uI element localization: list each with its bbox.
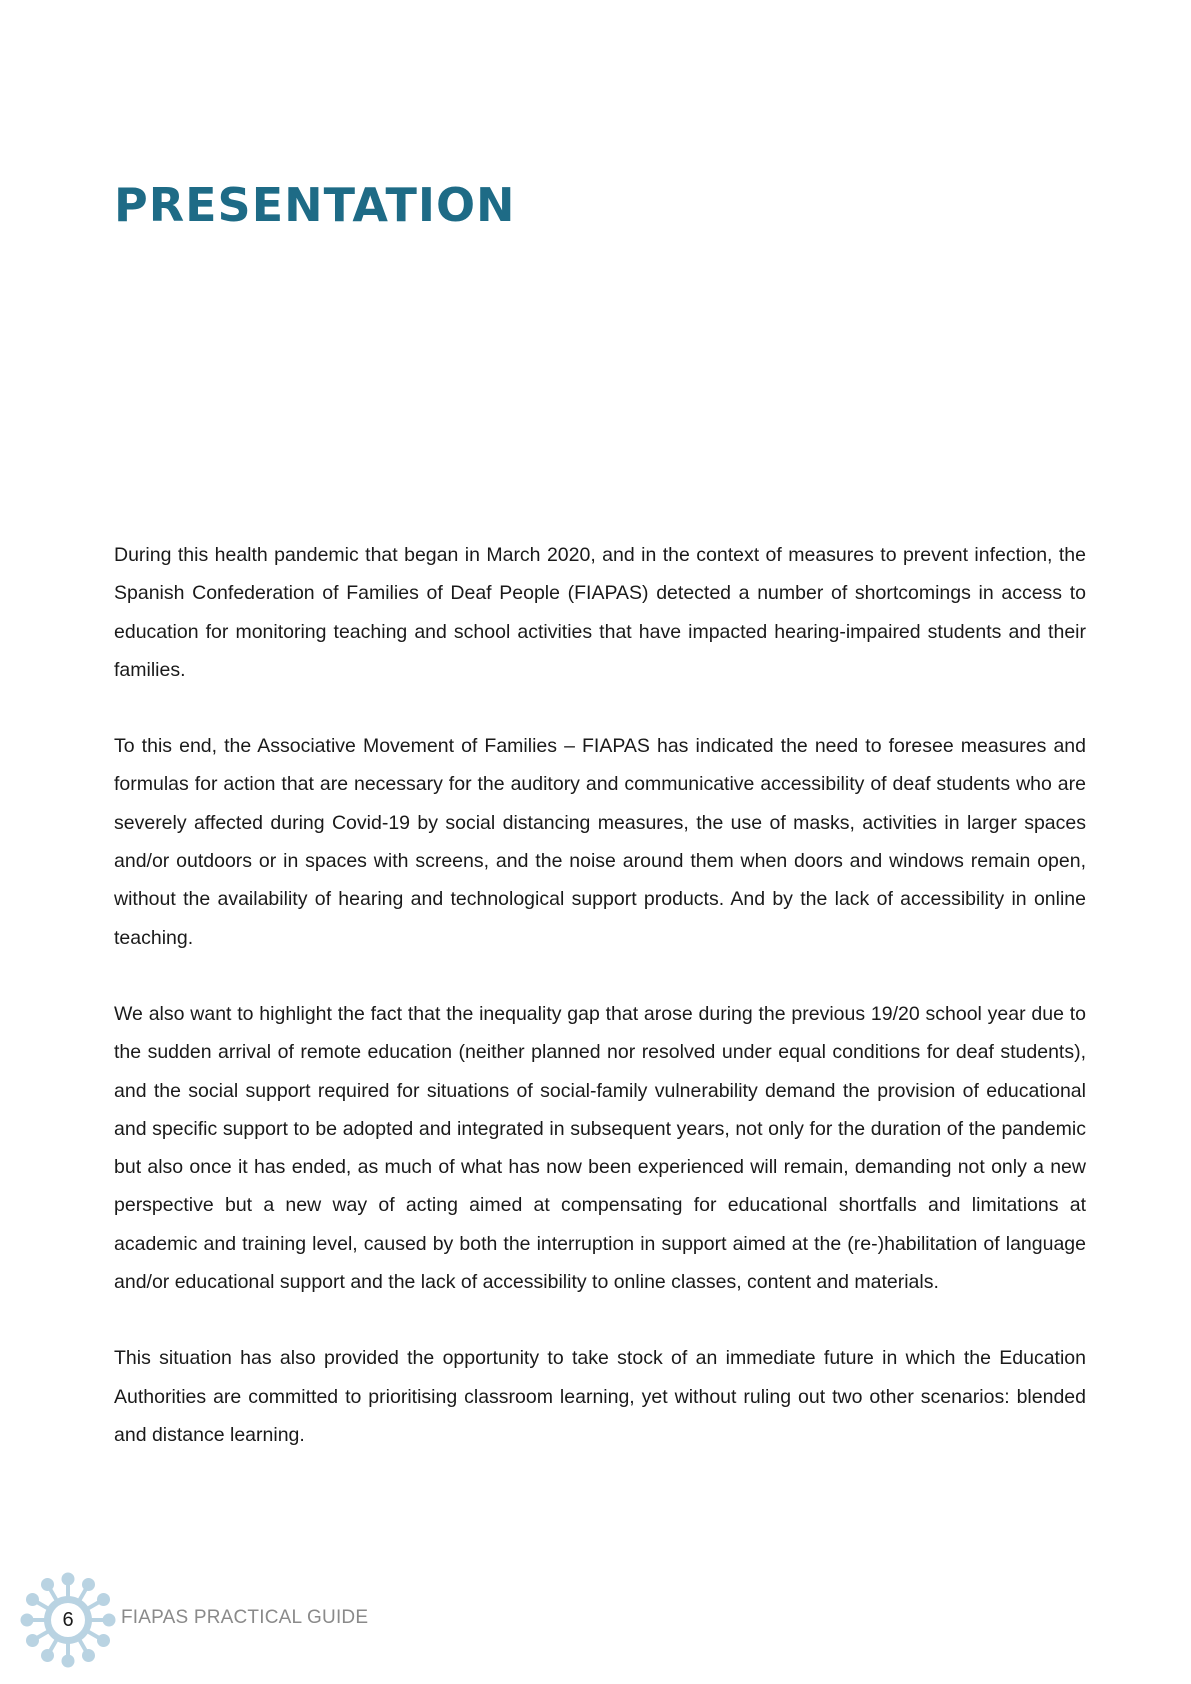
page-title: PRESENTATION: [114, 178, 516, 232]
paragraph-3: We also want to highlight the fact that the inequality gap that arose during the previous 19/20 school year due to the sudden arrival of remote education (neither planned nor resolved under equal conditions for deaf students), and the social support required for situations of social-family vulnerability demand the provision of educational and specific support to be adopted and integrated in subsequent years, not only for the duration of the pandemic but also once it has ended, as much of what has now been experienced will remain, demanding not only a new perspective but a new way of acting aimed at compensating for educational shortfalls and limitations at academic and training level, caused by both the interruption in support aimed at the (re-)habilitation of language and/or educational support and the lack of accessibility to online classes, content and materials.: [114, 1002, 1086, 1294]
paragraph-2: To this end, the Associative Movement of Families – FIAPAS has indicated the need to foresee measures and formulas for action that are necessary for the auditory and communicative accessibility of deaf students who are severely affected during Covid-19 by social distancing measures, the use of masks, activities in larger spaces and/or outdoors or in spaces with screens, and the noise around them when doors and windows remain open, without the availability of hearing and technological support products. And by the lack of accessibility in online teaching.: [114, 735, 1086, 949]
paragraph-1: During this health pandemic that began in March 2020, and in the context of measures to prevent infection, the Spanish Confederation of Families of Deaf People (FIAPAS) detected a number of shortcomings in access to education for monitoring teaching and school activities that have impacted hearing-impaired students and their families.: [114, 544, 1086, 681]
footer-label: FIAPAS PRACTICAL GUIDE: [121, 1607, 369, 1628]
page-number: 6: [62, 1609, 74, 1631]
paragraph-4: This situation has also provided the opportunity to take stock of an immediate future in which the Education Authorities are committed to prioritising classroom learning, yet without ruling out two other scenarios: blended and distance learning.: [114, 1347, 1086, 1446]
body-text: [114, 536, 1086, 1492]
page-footer: [20, 1572, 520, 1668]
